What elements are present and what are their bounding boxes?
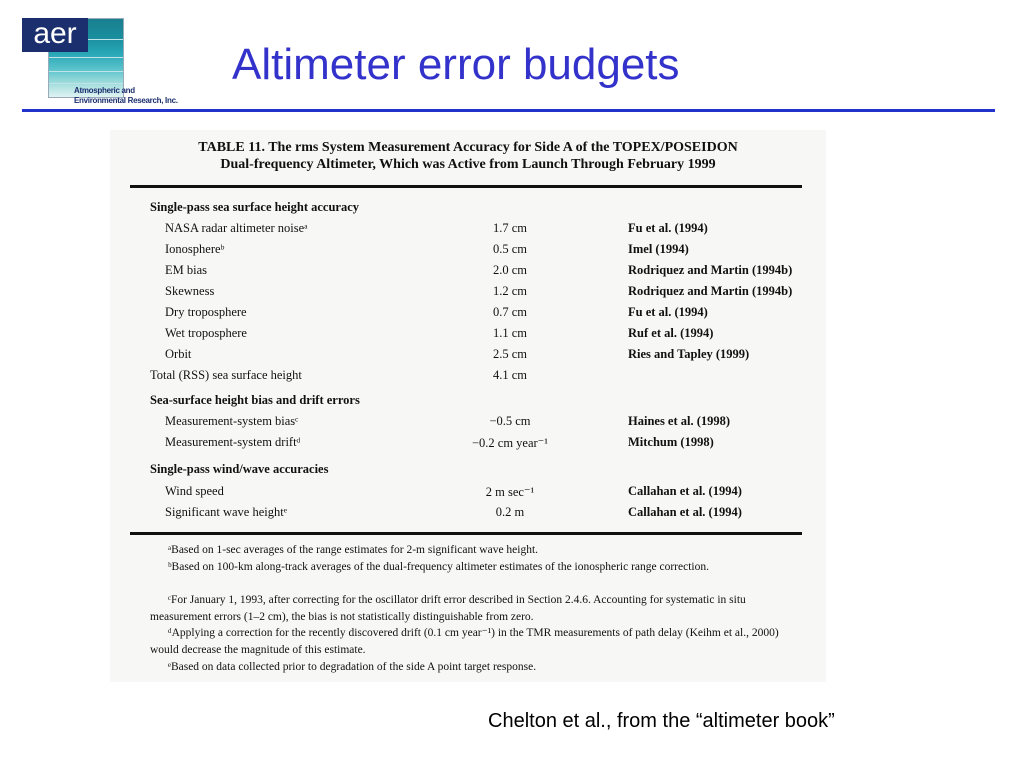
row-reference: Callahan et al. (1994) xyxy=(628,505,742,519)
footnote: ᵃBased on 1-sec averages of the range estimates for 2-m significant wave height. xyxy=(168,544,539,556)
row-reference: Rodriquez and Martin (1994b) xyxy=(628,263,793,277)
row-label: Measurement-system driftᵈ xyxy=(165,435,301,449)
row-value: 1.2 cm xyxy=(492,284,528,298)
row-reference: Imel (1994) xyxy=(628,242,689,256)
row-value: 2.5 cm xyxy=(492,347,528,361)
row-label: EM bias xyxy=(165,263,208,277)
total-value: 4.1 cm xyxy=(492,368,528,382)
footnote: ᶜFor January 1, 1993, after correcting for the oscillator drift error described in Section 2.4.6. Accounting for systematic in situ measurement errors (1–2 cm), the bias is not statistically distinguishable from zero. xyxy=(150,594,746,623)
table-rule xyxy=(130,185,802,188)
row-value: 0.7 cm xyxy=(492,305,528,319)
footnote: ᵈApplying a correction for the recently discovered drift (0.1 cm year⁻¹) in the TMR measurements of path delay (Keihm et al., 2000) would decrease the magnitude of this estimate. xyxy=(150,627,779,656)
table-image xyxy=(110,130,826,682)
row-value: 0.2 m xyxy=(495,505,525,519)
footnote: ᵇBased on 100-km along-track averages of the dual-frequency altimeter estimates of the ionospheric range correction. xyxy=(168,561,709,573)
table-caption: Dual-frequency Altimeter, Which was Active from Launch Through February 1999 xyxy=(220,157,716,172)
row-value: 1.1 cm xyxy=(492,326,528,340)
row-reference: Callahan et al. (1994) xyxy=(628,484,742,498)
row-reference: Fu et al. (1994) xyxy=(628,305,708,319)
row-value: 2 m sec⁻¹ xyxy=(485,485,535,499)
row-value: 1.7 cm xyxy=(492,221,528,235)
row-value: −0.2 cm year⁻¹ xyxy=(471,436,549,450)
row-reference: Mitchum (1998) xyxy=(628,435,714,449)
row-label: Ionosphereᵇ xyxy=(165,242,225,256)
row-reference: Ries and Tapley (1999) xyxy=(628,347,750,361)
logo-text-line2: Environmental Research, Inc. xyxy=(74,96,178,105)
row-label: Wind speed xyxy=(165,484,224,498)
row-label: Skewness xyxy=(165,284,215,298)
logo-mark: aer xyxy=(22,18,88,52)
row-label: Wet troposphere xyxy=(165,326,247,340)
total-label: Total (RSS) sea surface height xyxy=(150,368,302,382)
section-heading: Sea-surface height bias and drift errors xyxy=(150,393,360,407)
section-heading: Single-pass sea surface height accuracy xyxy=(150,200,360,214)
footnote: ᵉBased on data collected prior to degradation of the side A point target response. xyxy=(168,661,537,673)
row-reference: Rodriquez and Martin (1994b) xyxy=(628,284,793,298)
table-rule xyxy=(130,532,802,535)
slide-title: Altimeter error budgets xyxy=(232,40,680,89)
row-value: 0.5 cm xyxy=(492,242,528,256)
row-label: NASA radar altimeter noiseᵃ xyxy=(165,221,308,235)
row-label: Significant wave heightᵉ xyxy=(165,505,287,519)
source-caption: Chelton et al., from the “altimeter book” xyxy=(488,710,835,732)
row-value: −0.5 cm xyxy=(489,414,531,428)
row-reference: Ruf et al. (1994) xyxy=(628,326,714,340)
title-divider xyxy=(22,109,995,112)
row-reference: Fu et al. (1994) xyxy=(628,221,708,235)
row-label: Orbit xyxy=(165,347,192,361)
row-reference: Haines et al. (1998) xyxy=(628,414,731,428)
logo-text-line1: Atmospheric and xyxy=(74,86,135,95)
row-label: Dry troposphere xyxy=(165,305,247,319)
section-heading: Single-pass wind/wave accuracies xyxy=(150,462,329,476)
row-label: Measurement-system biasᶜ xyxy=(165,414,299,428)
row-value: 2.0 cm xyxy=(492,263,528,277)
table-caption: TABLE 11. The rms System Measurement Accuracy for Side A of the TOPEX/POSEIDON xyxy=(198,140,738,155)
